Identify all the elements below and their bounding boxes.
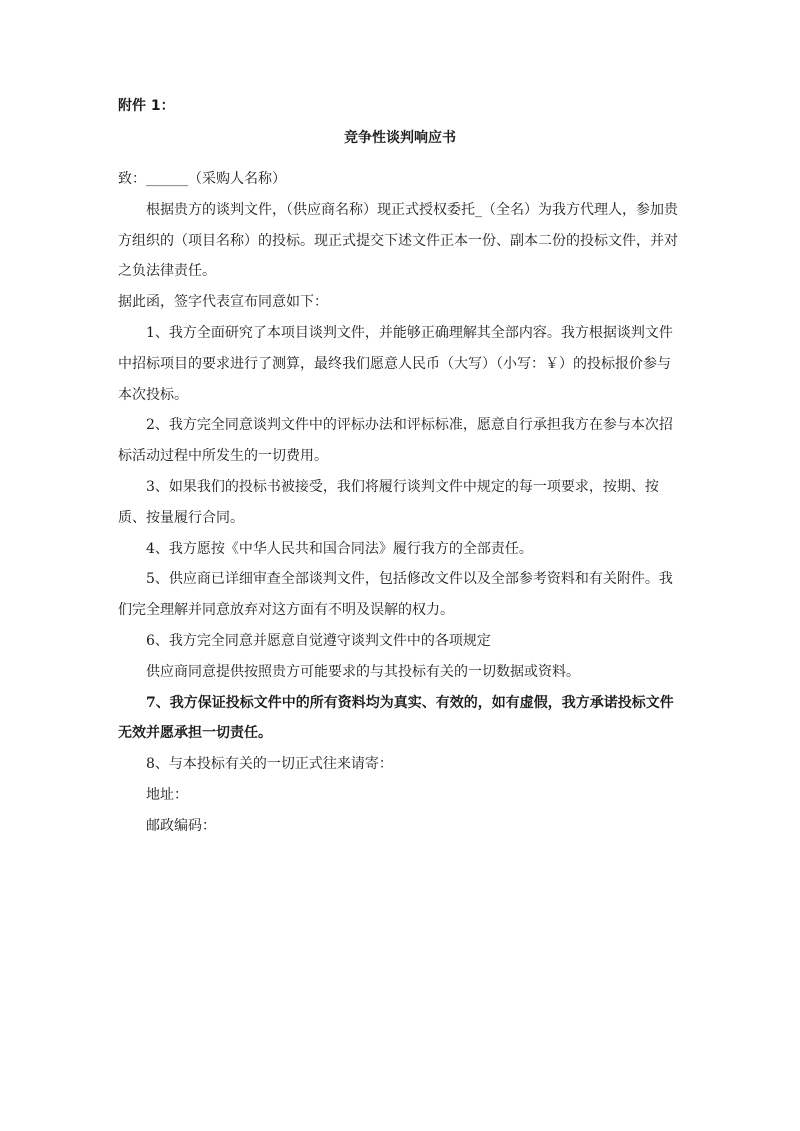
paragraph: 6、我方完全同意并愿意自觉遵守谈判文件中的各项规定 — [146, 632, 491, 649]
paragraph: 2、我方完全同意谈判文件中的评标办法和评标标准，愿意自行承担我方在参与本次招标活动过程中所发生的一切费用。 — [118, 417, 673, 465]
paragraph: 5、供应商已详细审查全部谈判文件，包括修改文件以及全部参考资料和有关附件。我们完全理解并同意放弃对这方面有不明及误解的权力。 — [118, 571, 673, 619]
paragraph: 据此函，签字代表宣布同意如下： — [118, 294, 328, 311]
document-title: 竞争性谈判响应书 — [344, 130, 456, 146]
paragraph: 地址： — [146, 786, 188, 803]
paragraph: 8、与本投标有关的一切正式往来请寄： — [146, 756, 393, 773]
paragraph: 7、我方保证投标文件中的所有资料均为真实、有效的，如有虚假，我方承诺投标文件无效并愿承担一切责任。 — [118, 694, 674, 742]
paragraph: 根据贵方的谈判文件，（供应商名称）现正式授权委托_（全名）为我方代理人，参加贵方组织的（项目名称）的投标。现正式提交下述文件正本一份、副本二份的投标文件，并对之负法律责任。 — [118, 201, 678, 280]
paragraph: 3、如果我们的投标书被接受，我们将履行谈判文件中规定的每一项要求，按期、按质、按量履行合同。 — [118, 478, 659, 526]
paragraph: 4、我方愿按《中华人民共和国合同法》履行我方的全部责任。 — [146, 540, 533, 557]
salutation: 致：______（采购人名称） — [118, 171, 286, 187]
paragraph: 邮政编码： — [146, 817, 216, 834]
document-body — [118, 195, 682, 842]
paragraph: 供应商同意提供按照贵方可能要求的与其投标有关的一切数据或资料。 — [146, 663, 580, 680]
attachment-label: 附件 1： — [118, 98, 175, 114]
paragraph: 1、我方全面研究了本项目谈判文件，并能够正确理解其全部内容。我方根据谈判文件中招标项目的要求进行了测算，最终我们愿意人民币（大写）（小写：￥）的投标报价参与本次投标。 — [118, 324, 673, 403]
